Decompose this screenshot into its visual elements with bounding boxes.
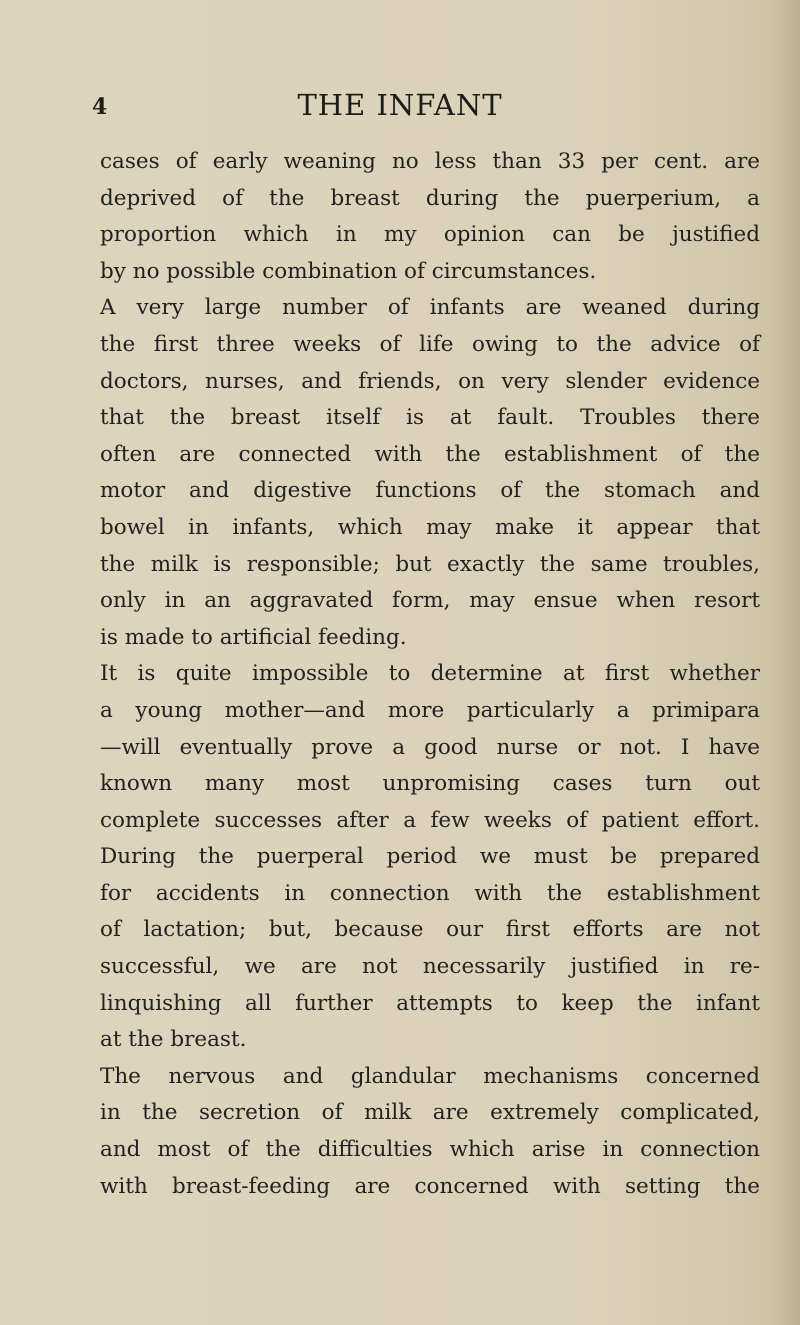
text-line: It is quite impossible to determine at first whether (100, 661, 760, 687)
text-line: for accidents in connection with the establishment (100, 880, 760, 906)
text-line: with breast-feeding are concerned with setting the (100, 1173, 760, 1199)
text-line: is made to artificial feeding. (100, 624, 407, 650)
page-header (0, 88, 800, 128)
text-line: a young mother—and more particularly a primipara (100, 697, 760, 723)
body-text (100, 144, 760, 1205)
text-line: motor and digestive functions of the stomach and (100, 478, 760, 504)
text-line: known many most unpromising cases turn out (100, 771, 760, 797)
text-line: complete successes after a few weeks of patient effort. (100, 807, 760, 833)
text-line: that the breast itself is at fault. Troubles there (100, 405, 760, 431)
text-line: A very large number of infants are weaned during (100, 295, 760, 321)
text-line: of lactation; but, because our first efforts are not (100, 917, 760, 943)
text-line: deprived of the breast during the puerperium, a (100, 185, 760, 211)
running-title: THE INFANT (297, 88, 503, 122)
text-line: —will eventually prove a good nurse or not. I have (100, 734, 760, 760)
text-line: the milk is responsible; but exactly the same troubles, (100, 551, 760, 577)
text-line: bowel in infants, which may make it appear that (100, 514, 760, 540)
text-line: the first three weeks of life owing to the advice of (100, 331, 760, 357)
text-line: in the secretion of milk are extremely complicated, (100, 1100, 760, 1126)
text-line: cases of early weaning no less than 33 per cent. are (100, 149, 760, 174)
text-line: proportion which in my opinion can be justified (100, 222, 760, 248)
page-edge-shadow (772, 0, 800, 1325)
text-line: linquishing all further attempts to keep the infant (100, 990, 760, 1016)
page-number: 4 (92, 94, 108, 120)
text-line: only in an aggravated form, may ensue when resort (100, 588, 760, 614)
text-line: During the puerperal period we must be prepared (100, 844, 760, 870)
text-line: by no possible combination of circumstances. (100, 258, 597, 284)
text-line: successful, we are not necessarily justified in re- (100, 954, 760, 980)
text-line: at the breast. (100, 1027, 247, 1053)
text-line: The nervous and glandular mechanisms concerned (100, 1063, 760, 1089)
text-line: often are connected with the establishment of the (100, 441, 760, 467)
text-line: and most of the difficulties which arise in connection (100, 1137, 760, 1163)
text-line: doctors, nurses, and friends, on very slender evidence (100, 368, 760, 394)
